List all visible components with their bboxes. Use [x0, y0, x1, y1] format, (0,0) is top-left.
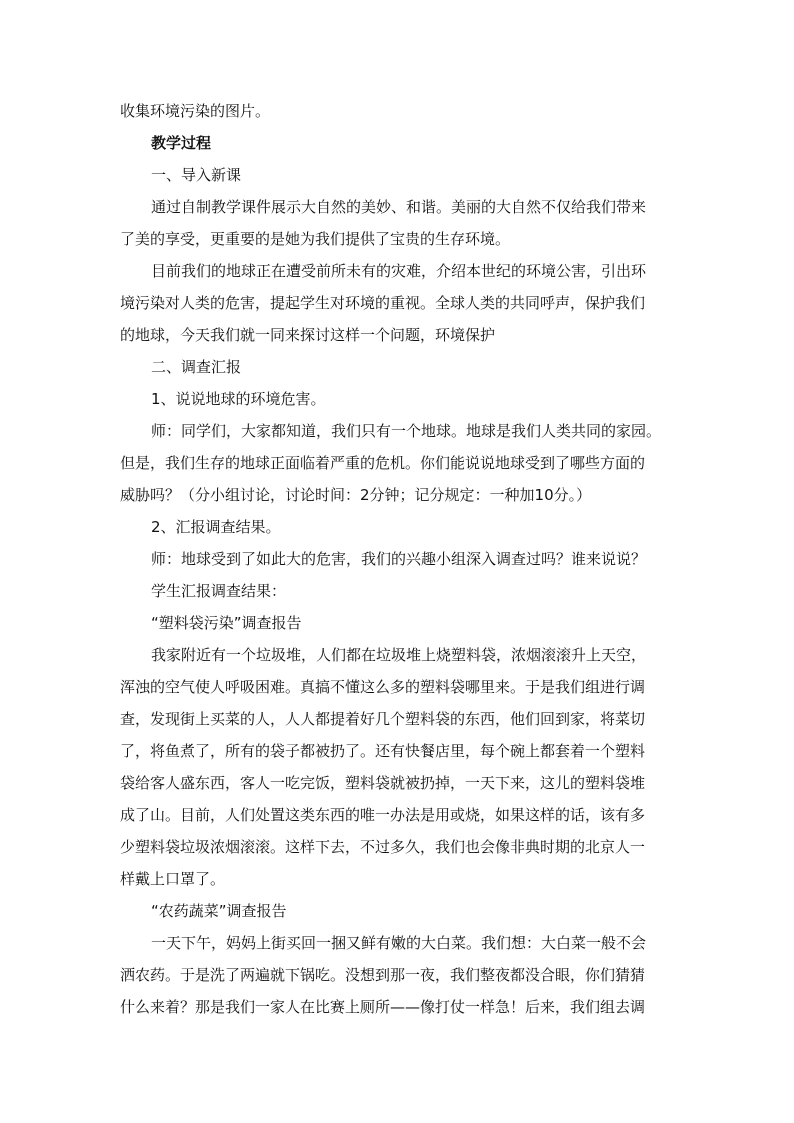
subsection-heading: 2、汇报调查结果。	[151, 518, 281, 536]
text-line: 师：同学们，大家都知道，我们只有一个地球。地球是我们人类共同的家园。	[151, 422, 662, 440]
text-line: 境污染对人类的危害，提起学生对环境的重视。全球人类的共同呼声，保护我们	[120, 294, 646, 312]
text-line: 通过自制教学课件展示大自然的美妙、和谐。美丽的大自然不仅给我们带来	[151, 198, 647, 216]
text-line: 收集环境污染的图片。	[120, 102, 271, 120]
text-line: 了，将鱼煮了，所有的袋子都被扔了。还有快餐店里，每个碗上都套着一个塑料	[120, 742, 646, 760]
report-title: “农药蔬菜”调查报告	[151, 902, 287, 920]
text-line: 我家附近有一个垃圾堆，人们都在垃圾堆上烧塑料袋，浓烟滚滚升上天空，	[151, 646, 647, 664]
section-heading: 一、导入新课	[151, 166, 242, 184]
text-line: 袋给客人盛东西，客人一吃完饭，塑料袋就被扔掉，一天下来，这儿的塑料袋堆	[120, 774, 646, 792]
text-line: 威胁吗？（分小组讨论，讨论时间：2分钟；记分规定：一种加10分。）	[120, 486, 592, 504]
text-line: 但是，我们生存的地球正面临着严重的危机。你们能说说地球受到了哪些方面的	[120, 454, 646, 472]
text-line: 学生汇报调查结果：	[151, 582, 287, 600]
text-line: 一天下午，妈妈上街买回一捆又鲜有嫩的大白菜。我们想：大白菜一般不会	[151, 934, 647, 952]
text-line: 少塑料袋垃圾浓烟滚滚。这样下去，不过多久，我们也会像非典时期的北京人一	[120, 838, 646, 856]
text-line: 浑浊的空气使人呼吸困难。真搞不懂这么多的塑料袋哪里来。于是我们组进行调	[120, 678, 646, 696]
section-heading: 教学过程	[151, 134, 212, 152]
subsection-heading: 1、说说地球的环境危害。	[151, 390, 326, 408]
text-line: 什么来着？那是我们一家人在比赛上厕所——像打仗一样急！后来，我们组去调	[120, 998, 646, 1016]
text-line: 目前我们的地球正在遭受前所未有的灾难，介绍本世纪的环境公害，引出环	[151, 262, 647, 280]
text-line: 洒农药。于是洗了两遍就下锅吃。没想到那一夜，我们整夜都没合眼，你们猜猜	[120, 966, 646, 984]
text-line: 的地球，今天我们就一同来探讨这样一个问题，环境保护	[120, 326, 496, 344]
text-line: 成了山。目前，人们处置这类东西的唯一办法是用或烧，如果这样的话，该有多	[120, 806, 646, 824]
text-line: 了美的享受，更重要的是她为我们提供了宝贵的生存环境。	[120, 230, 511, 248]
text-line: 师：地球受到了如此大的危害，我们的兴趣小组深入调查过吗？谁来说说？	[151, 550, 647, 568]
section-heading: 二、调查汇报	[151, 358, 242, 376]
text-line: 查，发现街上买菜的人，人人都提着好几个塑料袋的东西，他们回到家，将菜切	[120, 710, 646, 728]
report-title: “塑料袋污染”调查报告	[151, 614, 302, 632]
text-line: 样戴上口罩了。	[120, 870, 226, 888]
